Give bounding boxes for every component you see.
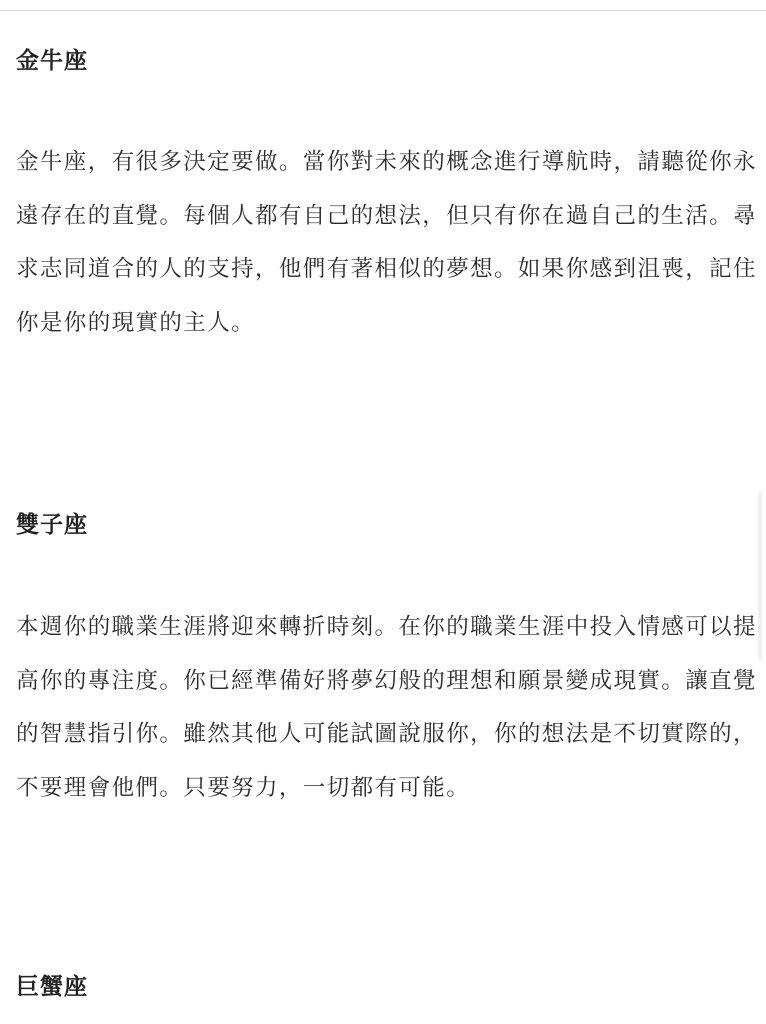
scrollbar[interactable] bbox=[758, 492, 762, 660]
section-body: 金牛座，有很多決定要做。當你對未來的概念進行導航時，請聽從你永遠存在的直覺。每個人都有自己的想法，但只有你在過自己的生活。尋求志同道合的人的支持，他們有著相似的夢想。如果你感到沮喪，記住你是你的現實的主人。 bbox=[16, 149, 757, 337]
section-title: 巨蟹座 bbox=[16, 974, 88, 1000]
section-title: 金牛座 bbox=[16, 48, 88, 74]
section-title: 雙子座 bbox=[16, 512, 88, 538]
top-divider bbox=[0, 10, 766, 11]
section-body: 本週你的職業生涯將迎來轉折時刻。在你的職業生涯中投入情感可以提高你的專注度。你已經準備好將夢幻般的理想和願景變成現實。讓直覺的智慧指引你。雖然其他人可能試圖說服你，你的想法是不切實際的，不要理會他們。只要努力，一切都有可能。 bbox=[16, 614, 757, 802]
